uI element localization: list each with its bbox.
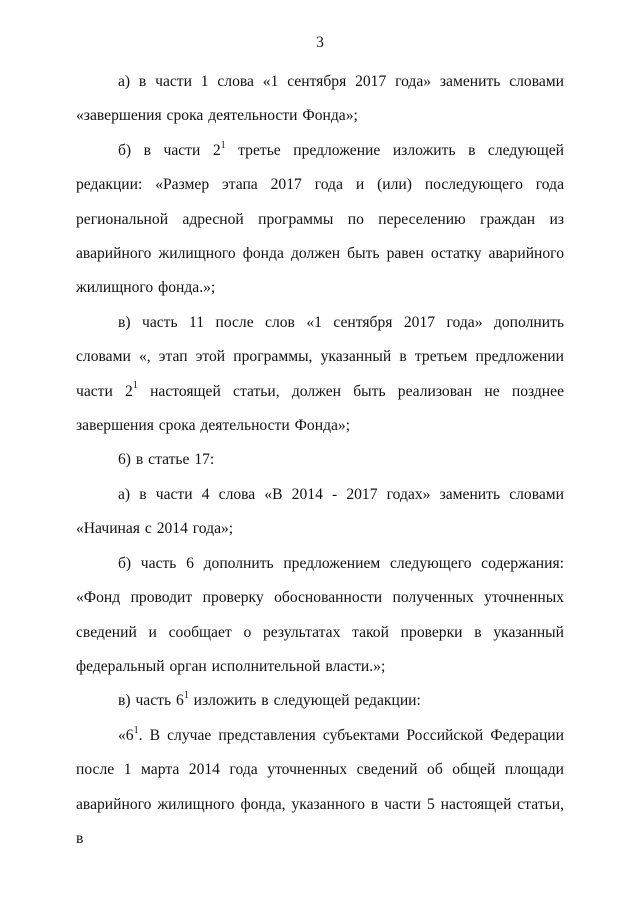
page-number: 3 [316, 34, 324, 51]
paragraph-text: «6 [118, 726, 134, 744]
paragraph-text: третье предложение изложить в следующей редакции: «Размер этапа 2017 года и (или) последующего года региональной адресной программы по переселению граждан из аварийного жилищного фонда должен быть равен остатку аварийного жилищного фонда.»; [76, 141, 565, 297]
superscript: 1 [183, 690, 189, 702]
paragraph-text: в) часть 6 [118, 692, 184, 710]
paragraph-5 [76, 478, 564, 547]
paragraph-7 [76, 684, 564, 718]
paragraph-8 [76, 719, 564, 857]
paragraph-text: б) часть 6 дополнить предложением следующего содержания: «Фонд проводит проверку обоснованности полученных уточненных сведений и сообщает о результатах такой проверки в указанный федеральный орган исполнительной власти.»; [76, 554, 564, 675]
superscript: 1 [220, 139, 226, 151]
paragraph-text: 6) в статье 17: [118, 451, 215, 469]
paragraph-text: б) в части 2 [118, 141, 221, 159]
document-body [76, 65, 564, 856]
paragraph-text: изложить в следующей редакции: [188, 692, 421, 710]
paragraph-text: настоящей статьи, должен быть реализован не позднее завершения срока деятельности Фонда»; [76, 382, 564, 435]
paragraph-6 [76, 547, 564, 685]
paragraph-text: . В случае представления субъектами Российской Федерации после 1 марта 2014 года уточненных сведений об общей площади аварийного жилищного фонда, указанного в части 5 настоящей статьи, в [76, 726, 564, 847]
paragraph-4 [76, 443, 564, 477]
paragraph-text: а) в части 1 слова «1 сентября 2017 года» заменить словами «завершения срока деятельности Фонда»; [76, 73, 564, 125]
paragraph-text: а) в части 4 слова «В 2014 - 2017 годах» заменить словами «Начиная с 2014 года»; [76, 485, 564, 538]
paragraph-1 [76, 65, 564, 134]
paragraph-text: в) часть 11 после слов «1 сентября 2017 года» дополнить словами «, этап этой программы, указанный в третьем предложении части 2 [76, 313, 564, 400]
paragraph-2 [76, 134, 564, 306]
superscript: 1 [132, 380, 138, 392]
superscript: 1 [133, 724, 139, 736]
paragraph-3 [76, 306, 564, 444]
